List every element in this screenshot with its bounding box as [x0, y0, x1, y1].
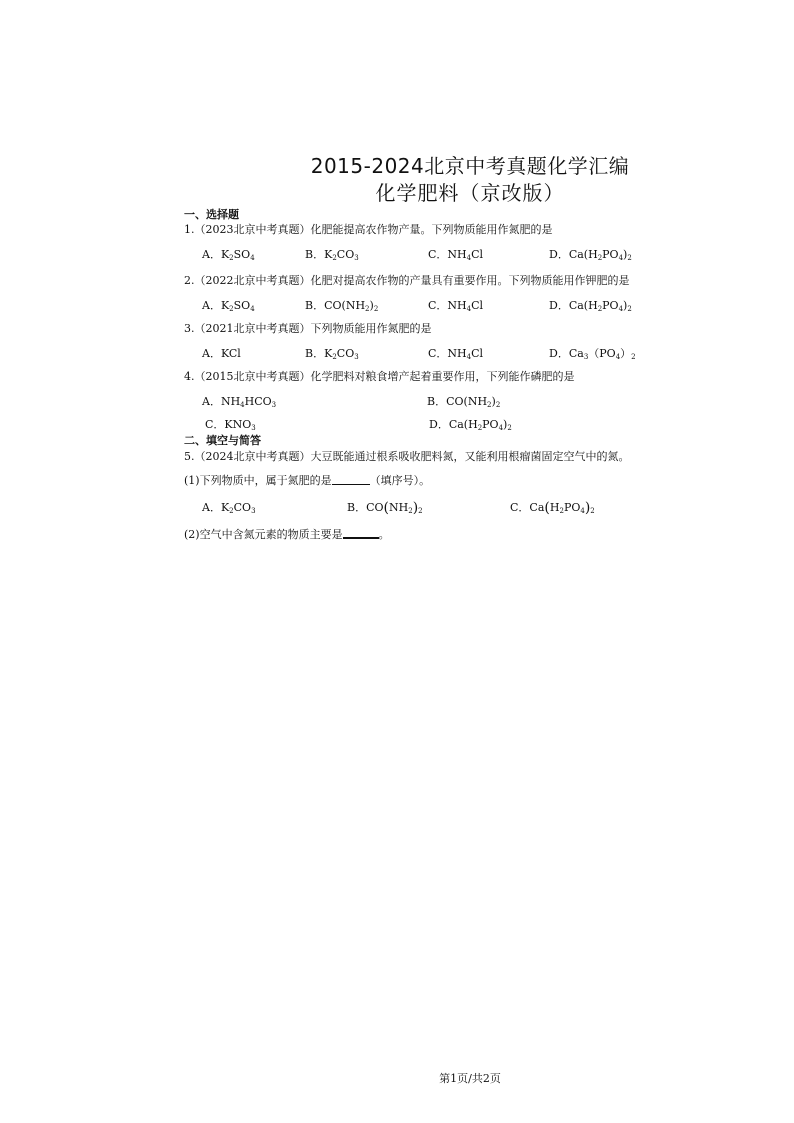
- page-number-footer: 第1页/共2页: [439, 1072, 501, 1085]
- question-3-stem: 3.（2021北京中考真题）下列物质能用作氮肥的是: [184, 322, 432, 335]
- answer-blank-1[interactable]: [332, 474, 370, 485]
- section-heading-choice: 一、选择题: [184, 208, 239, 221]
- question-5-option-c: C．$Ca(H_2PO_4)_2$: [510, 500, 595, 516]
- question-4-option-b: B．$CO(NH_2)_2$: [427, 395, 501, 409]
- question-4-option-c: C．$KNO_3$: [205, 418, 256, 432]
- question-3-option-d: D．$Ca_3(PO_4)_2$: [549, 347, 636, 361]
- question-1-option-c: C．$NH_4Cl$: [428, 248, 484, 262]
- question-4-option-d: D．$Ca(H_2PO_4)_2$: [429, 418, 512, 432]
- question-4-stem: 4.（2015北京中考真题）化学肥料对粮食增产起着重要作用，下列能作磷肥的是: [184, 370, 575, 383]
- question-5-stem: 5.（2024北京中考真题）大豆既能通过根系吸收肥料氮，又能利用根瘤菌固定空气中的氮。: [184, 450, 630, 463]
- question-5-part-1: (1)下列物质中，属于氮肥的是 （填序号）。: [184, 474, 431, 487]
- question-3-option-c: C．$NH_4Cl$: [428, 347, 484, 361]
- question-1-stem: 1.（2023北京中考真题）化肥能提高农作物产量。下列物质能用作氮肥的是: [184, 223, 553, 236]
- question-1-option-b: B．$K_2CO_3$: [305, 248, 359, 262]
- document-title: 2015-2024北京中考真题化学汇编: [310, 154, 630, 178]
- question-1-option-d: D．$Ca(H_2PO_4)_2$: [549, 248, 632, 262]
- question-5-option-b: B．$CO(NH_2)_2$: [347, 500, 423, 516]
- question-1-option-a: A．$K_2SO_4$: [202, 248, 255, 262]
- question-4-option-a: A．$NH_4HCO_3$: [202, 395, 277, 409]
- answer-blank-2[interactable]: [343, 527, 379, 539]
- question-2-option-a: A．$K_2SO_4$: [202, 299, 255, 313]
- question-2-option-d: D．$Ca(H_2PO_4)_2$: [549, 299, 632, 313]
- question-3-option-b: B．$K_2CO_3$: [305, 347, 359, 361]
- section-heading-fill: 二、填空与简答: [184, 434, 261, 447]
- question-2-stem: 2.（2022北京中考真题）化肥对提高农作物的产量具有重要作用。下列物质能用作钾肥的是: [184, 274, 630, 287]
- question-3-option-a: A．KCl: [202, 347, 241, 360]
- document-subtitle: 化学肥料（京改版）: [375, 181, 565, 205]
- question-2-option-b: B．$CO(NH_2)_2$: [305, 299, 379, 313]
- question-5-part-2: (2)空气中含氮元素的物质主要是 。: [184, 528, 390, 541]
- question-2-option-c: C．$NH_4Cl$: [428, 299, 484, 313]
- question-5-option-a: A．$K_2CO_3$: [202, 501, 256, 515]
